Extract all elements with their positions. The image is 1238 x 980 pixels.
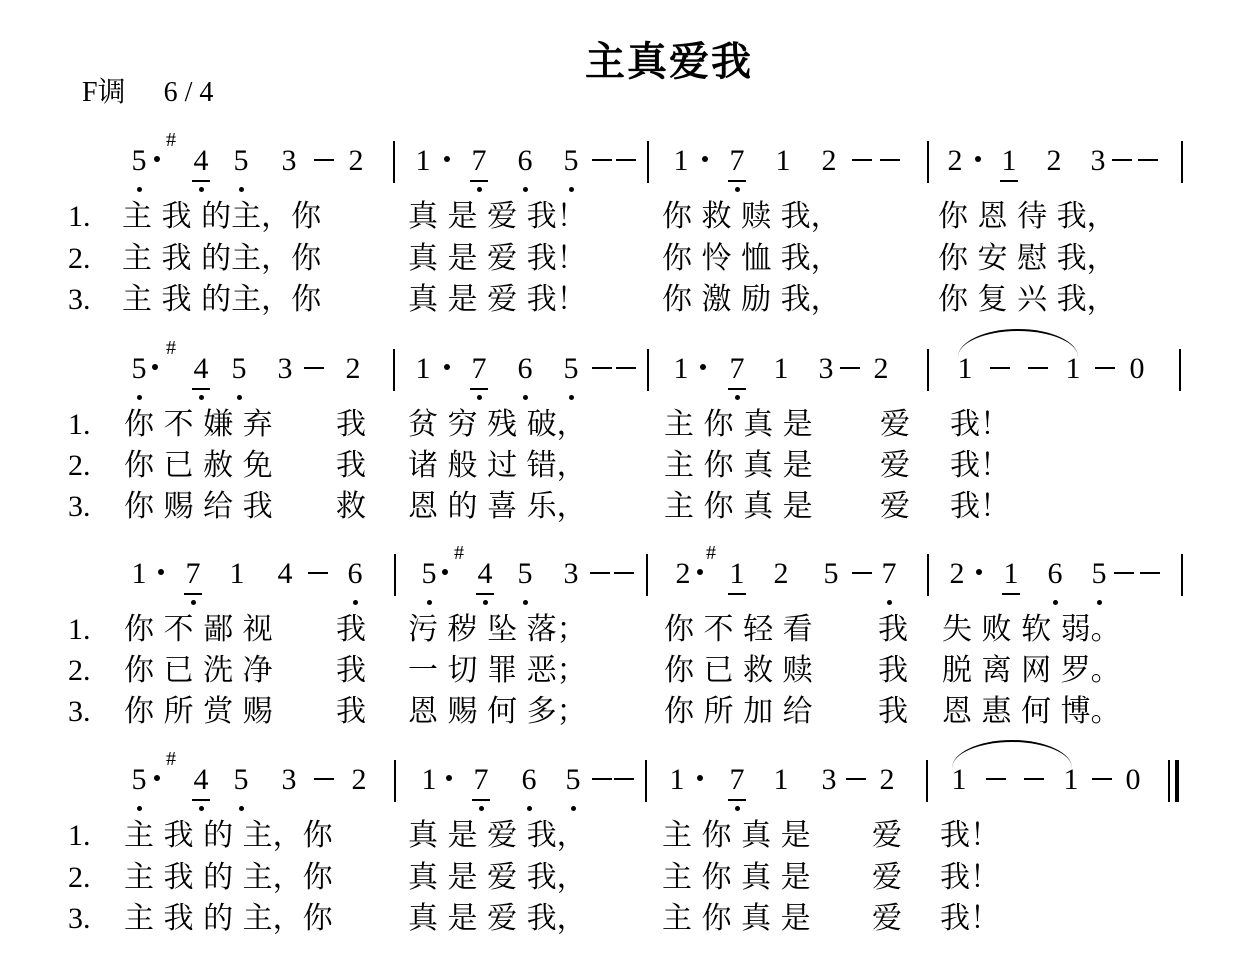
- barline: [1181, 554, 1183, 596]
- augmentation-dot: [152, 364, 158, 370]
- note: 0: [1125, 763, 1141, 796]
- lyric-segment: 真 是 爱 我，: [408, 901, 587, 936]
- lyric-segment: 我！: [950, 489, 1010, 524]
- note: 2: [821, 144, 837, 177]
- lyric-segment: 救: [336, 489, 366, 524]
- augmentation-dot: [444, 156, 450, 162]
- key-signature: [82, 70, 213, 110]
- extension-dash: [852, 159, 872, 161]
- extension-dash: [840, 367, 860, 369]
- lyric-segment: 主 你 真 是: [662, 818, 811, 853]
- lyric-segment: 你 已 救 赎: [664, 653, 813, 688]
- lyric-segment: 爱: [880, 407, 910, 442]
- lyric-segment: 贫 穷 残 破，: [408, 407, 587, 442]
- augmentation-dot: [446, 775, 452, 781]
- note: 1: [673, 352, 689, 385]
- notation-line-4: [0, 748, 1238, 812]
- lyric-segment: 主 你 真 是: [664, 489, 813, 524]
- lyric-segment: 真 是 爱 我！: [408, 241, 587, 276]
- barline: [645, 760, 647, 802]
- note: 5: [128, 143, 150, 179]
- note: 5: [823, 557, 839, 590]
- extension-dash: [880, 159, 900, 161]
- note: 3: [281, 144, 297, 177]
- lyric-segment: 真 是 爱 我！: [408, 282, 587, 317]
- lyric-segment: 爱: [880, 489, 910, 524]
- note: 5: [230, 143, 252, 179]
- lyric-segment: 主 我 的主，你: [122, 199, 322, 234]
- verse-number: 2.: [68, 861, 91, 894]
- note: 2: [873, 352, 889, 385]
- note: 7: [726, 762, 748, 798]
- sharp-sign: #: [706, 542, 716, 564]
- verse-number: 3.: [68, 695, 91, 728]
- note: 5: [228, 351, 250, 387]
- barline: [927, 349, 929, 391]
- lyric-segment: 一 切 罪 恶；: [408, 653, 587, 688]
- verse-number: 1.: [68, 200, 91, 233]
- lyric-line: [0, 405, 1238, 445]
- lyric-segment: 我: [336, 694, 366, 729]
- note: 7: [468, 351, 490, 387]
- lyric-segment: 你 不 鄙 视: [124, 612, 273, 647]
- note: 2: [345, 352, 361, 385]
- note: 1: [415, 144, 431, 177]
- verse-number: 3.: [68, 490, 91, 523]
- note: 4: [474, 556, 496, 592]
- note: 1: [669, 763, 685, 796]
- note: 2: [879, 763, 895, 796]
- note: 6: [1044, 556, 1066, 592]
- note: 1: [773, 763, 789, 796]
- augmentation-dot: [697, 775, 703, 781]
- verse-number: 2.: [68, 654, 91, 687]
- lyric-segment: 我！: [940, 901, 1000, 936]
- note: 2: [947, 144, 963, 177]
- lyric-segment: 我！: [940, 818, 1000, 853]
- lyric-segment: 爱: [880, 448, 910, 483]
- augmentation-dot: [444, 364, 450, 370]
- extension-dash: [590, 572, 610, 574]
- verse-number: 1.: [68, 408, 91, 441]
- barline: [927, 141, 929, 183]
- extension-dash: [592, 778, 612, 780]
- song-title: 主真爱我: [585, 39, 753, 85]
- note: 5: [128, 762, 150, 798]
- lyric-segment: 主 你 真 是: [664, 407, 813, 442]
- notation-line-1: [0, 129, 1238, 193]
- note: 3: [563, 557, 579, 590]
- lyric-segment: 你 安 慰 我，: [938, 241, 1117, 276]
- note: 1: [951, 763, 967, 796]
- lyric-segment: 主 我 的 主，你: [124, 901, 333, 936]
- final-barline-thick: [1175, 760, 1179, 802]
- lyric-segment: 脱 离 网 罗。: [942, 653, 1121, 688]
- lyric-segment: 你 激 励 我，: [662, 282, 841, 317]
- lyric-line: [0, 816, 1238, 856]
- extension-dash: [1138, 159, 1158, 161]
- note: 2: [949, 557, 965, 590]
- verse-number: 3.: [68, 283, 91, 316]
- note: 4: [190, 143, 212, 179]
- note: 5: [560, 143, 582, 179]
- notation-line-2: [0, 337, 1238, 401]
- lyric-segment: 我: [336, 448, 366, 483]
- lyric-line: [0, 239, 1238, 279]
- lyric-segment: 你 怜 恤 我，: [662, 241, 841, 276]
- verse-number: 2.: [68, 449, 91, 482]
- lyric-segment: 主 你 真 是: [664, 448, 813, 483]
- barline: [394, 760, 396, 802]
- extension-dash: [852, 572, 872, 574]
- note: 7: [470, 762, 492, 798]
- extension-dash: [304, 367, 324, 369]
- note: 1: [415, 352, 431, 385]
- note: 5: [562, 762, 584, 798]
- note: 1: [673, 144, 689, 177]
- lyric-segment: 我: [878, 612, 908, 647]
- barline: [1179, 349, 1181, 391]
- note: 4: [190, 762, 212, 798]
- lyric-segment: 你 已 洗 净: [124, 653, 273, 688]
- note: 6: [344, 556, 366, 592]
- verse-number: 1.: [68, 819, 91, 852]
- note: 2: [675, 557, 691, 590]
- augmentation-dot: [154, 775, 160, 781]
- barline: [647, 141, 649, 183]
- note: 7: [726, 143, 748, 179]
- verse-number: 3.: [68, 902, 91, 935]
- extension-dash: [308, 572, 328, 574]
- extension-dash: [986, 778, 1006, 780]
- lyric-line: [0, 446, 1238, 486]
- note: 2: [1046, 144, 1062, 177]
- lyric-segment: 主 我 的主，你: [122, 282, 322, 317]
- augmentation-dot: [700, 364, 706, 370]
- lyric-segment: 我: [878, 694, 908, 729]
- note: 4: [190, 351, 212, 387]
- note: 1: [726, 556, 748, 592]
- lyric-line: [0, 651, 1238, 691]
- lyric-line: [0, 899, 1238, 939]
- note: 3: [1090, 144, 1106, 177]
- lyric-segment: 我: [878, 653, 908, 688]
- lyric-line: [0, 197, 1238, 237]
- lyric-segment: 主 我 的主，你: [122, 241, 322, 276]
- extension-dash: [1112, 159, 1132, 161]
- note: 2: [773, 557, 789, 590]
- lyric-segment: 诸 般 过 错，: [408, 448, 587, 483]
- notation-line-3: [0, 542, 1238, 606]
- augmentation-dot: [442, 569, 448, 575]
- lyric-segment: 你 复 兴 我，: [938, 282, 1117, 317]
- extension-dash: [592, 367, 612, 369]
- note: 2: [351, 763, 367, 796]
- note: 7: [726, 351, 748, 387]
- extension-dash: [846, 778, 866, 780]
- lyric-segment: 我！: [950, 448, 1010, 483]
- lyric-segment: 我: [336, 653, 366, 688]
- augmentation-dot: [702, 156, 708, 162]
- note: 1: [775, 144, 791, 177]
- lyric-segment: 恩 惠 何 博。: [942, 694, 1121, 729]
- verse-number: 1.: [68, 613, 91, 646]
- note: 5: [230, 762, 252, 798]
- note: 1: [1065, 352, 1081, 385]
- lyric-segment: 你 所 加 给: [664, 694, 813, 729]
- note: 1: [957, 352, 973, 385]
- extension-dash: [1114, 572, 1134, 574]
- barline: [393, 141, 395, 183]
- key-label: F调: [82, 77, 126, 108]
- note: 6: [514, 351, 536, 387]
- lyric-segment: 主 我 的 主，你: [124, 860, 333, 895]
- note: 5: [514, 556, 536, 592]
- barline: [647, 349, 649, 391]
- extension-dash: [592, 159, 612, 161]
- barline: [927, 554, 929, 596]
- note: 7: [182, 556, 204, 592]
- note: 7: [468, 143, 490, 179]
- lyric-segment: 爱: [872, 860, 902, 895]
- note: 3: [818, 352, 834, 385]
- note: 1: [421, 763, 437, 796]
- note: 5: [128, 351, 150, 387]
- note: 5: [1088, 556, 1110, 592]
- lyric-segment: 恩 赐 何 多；: [408, 694, 587, 729]
- note: 1: [229, 557, 245, 590]
- augmentation-dot: [154, 156, 160, 162]
- augmentation-dot: [975, 156, 981, 162]
- barline: [393, 349, 395, 391]
- note: 6: [518, 762, 540, 798]
- lyric-line: [0, 858, 1238, 898]
- extension-dash: [614, 778, 634, 780]
- lyric-segment: 爱: [872, 818, 902, 853]
- note: 3: [821, 763, 837, 796]
- lyric-segment: 我！: [950, 407, 1010, 442]
- note: 1: [1000, 556, 1022, 592]
- barline: [1181, 141, 1183, 183]
- note: 4: [277, 557, 293, 590]
- lyric-line: [0, 610, 1238, 650]
- lyric-segment: 失 败 软 弱。: [942, 612, 1121, 647]
- extension-dash: [1140, 572, 1160, 574]
- note: 3: [277, 352, 293, 385]
- lyric-segment: 我！: [940, 860, 1000, 895]
- lyric-segment: 你 不 轻 看: [664, 612, 813, 647]
- lyric-segment: 主 你 真 是: [662, 901, 811, 936]
- extension-dash: [990, 367, 1010, 369]
- augmentation-dot: [158, 569, 164, 575]
- sharp-sign: #: [166, 337, 176, 359]
- barline: [926, 760, 928, 802]
- lyric-segment: 恩 的 喜 乐，: [408, 489, 587, 524]
- extension-dash: [616, 367, 636, 369]
- lyric-segment: 你 恩 待 我，: [938, 199, 1117, 234]
- lyric-segment: 真 是 爱 我，: [408, 818, 587, 853]
- lyric-segment: 污 秽 坠 落；: [408, 612, 587, 647]
- extension-dash: [1095, 367, 1115, 369]
- note: 2: [348, 144, 364, 177]
- lyric-line: [0, 487, 1238, 527]
- lyric-segment: 你 赐 给 我: [124, 489, 273, 524]
- extension-dash: [1092, 778, 1112, 780]
- lyric-segment: 你 已 赦 免: [124, 448, 273, 483]
- time-signature: 6 / 4: [163, 77, 214, 108]
- lyric-segment: 爱: [872, 901, 902, 936]
- augmentation-dot: [697, 569, 703, 575]
- extension-dash: [1028, 367, 1048, 369]
- note: 7: [878, 556, 900, 592]
- extension-dash: [1024, 778, 1044, 780]
- note: 5: [418, 556, 440, 592]
- verse-number: 2.: [68, 242, 91, 275]
- lyric-segment: 你 所 赏 赐: [124, 694, 273, 729]
- lyric-segment: 真 是 爱 我，: [408, 860, 587, 895]
- tie-slur: [952, 740, 1072, 768]
- lyric-line: [0, 280, 1238, 320]
- extension-dash: [616, 159, 636, 161]
- final-barline-thin: [1168, 760, 1170, 802]
- extension-dash: [314, 159, 334, 161]
- sharp-sign: #: [454, 542, 464, 564]
- note: 1: [1063, 763, 1079, 796]
- note: 1: [773, 352, 789, 385]
- tie-slur: [958, 329, 1078, 357]
- note: 1: [998, 143, 1020, 179]
- lyric-segment: 主 你 真 是: [662, 860, 811, 895]
- lyric-segment: 我: [336, 612, 366, 647]
- note: 0: [1129, 352, 1145, 385]
- sharp-sign: #: [166, 748, 176, 770]
- note: 1: [131, 557, 147, 590]
- note: 3: [281, 763, 297, 796]
- note: 6: [514, 143, 536, 179]
- extension-dash: [614, 572, 634, 574]
- note: 5: [560, 351, 582, 387]
- sharp-sign: #: [166, 129, 176, 151]
- extension-dash: [314, 778, 334, 780]
- lyric-segment: 我: [336, 407, 366, 442]
- lyric-segment: 主 我 的 主，你: [124, 818, 333, 853]
- barline: [646, 554, 648, 596]
- lyric-segment: 真 是 爱 我！: [408, 199, 587, 234]
- lyric-segment: 你 救 赎 我，: [662, 199, 841, 234]
- augmentation-dot: [976, 569, 982, 575]
- lyric-line: [0, 692, 1238, 732]
- lyric-segment: 你 不 嫌 弃: [124, 407, 273, 442]
- barline: [394, 554, 396, 596]
